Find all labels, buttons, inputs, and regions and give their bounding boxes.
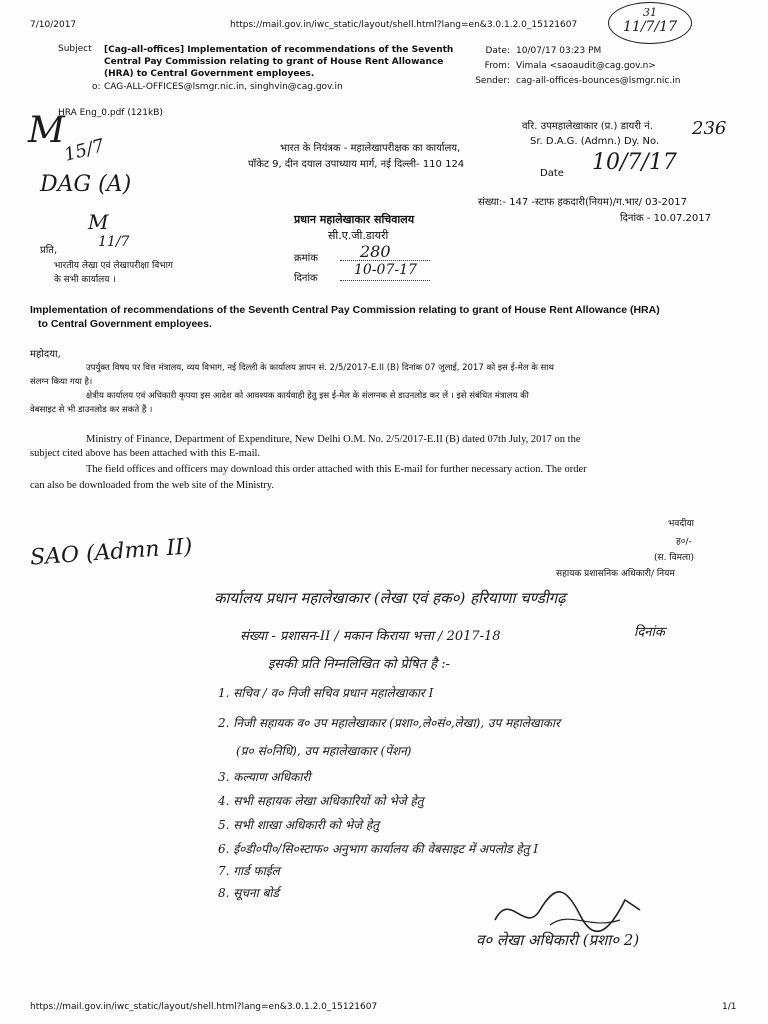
handwritten-date-word: दिनांक	[634, 625, 665, 640]
handwritten-initial: M	[28, 110, 65, 151]
list-item: 7. गार्ड फाईल	[218, 864, 280, 878]
addressee-line1: भारतीय लेखा एवं लेखापरीक्षा विभाग	[54, 261, 174, 271]
letter-subject-line1: Implementation of recommendations of the Seventh Central Pay Commission relating to grant of House Rent Allowance (HRA)	[30, 304, 660, 316]
secretariat-date-line	[340, 280, 430, 281]
handwritten-sig: M	[88, 210, 109, 234]
subject-line-1: [Cag-all-offices] Implementation of recommendations of the Seventh	[104, 45, 454, 55]
email-to: CAG-ALL-OFFICES@lsmgr.nic.in, singhvin@cag.gov.in	[104, 82, 343, 92]
date-label: Date:	[485, 46, 510, 56]
handwritten-note: 15/7	[61, 135, 107, 166]
to-label: o:	[92, 82, 101, 92]
from-label: From:	[484, 61, 510, 71]
diary-stamp-line2: Sr. D.A.G. (Admn.) Dy. No.	[530, 136, 660, 147]
email-date: 10/07/17 03:23 PM	[516, 46, 602, 56]
secretariat-no-label: क्रमांक	[294, 253, 318, 264]
signatory: (स. विमला)	[654, 553, 694, 563]
letter-subject-line2: to Central Government employees.	[38, 318, 212, 330]
print-date: 7/10/2017	[30, 20, 77, 30]
hindi-para1-line2: संलग्न किया गया है।	[30, 377, 93, 387]
secretariat-no-line	[340, 260, 430, 261]
addressee-line2: के सभी कार्यालय ।	[54, 275, 116, 285]
handwritten-copy-line: इसकी प्रति निम्नलिखित को प्रेषित है :-	[268, 657, 450, 672]
english-para2-line1: The field offices and officers may download this order attached with this E-mail for further necessary action. The order	[86, 464, 587, 475]
email-meta	[470, 44, 680, 89]
email-subject	[104, 44, 453, 80]
email-from: Vimala <saoaudit@cag.gov.n>	[516, 61, 656, 71]
list-item: 2. निजी सहायक व० उप महालेखाकार (प्रशा०,ले०सं०,लेखा), उप महालेखाकार	[218, 716, 561, 730]
signed: ह०/-	[676, 537, 692, 547]
secretariat-stamp-line2: सी.ए.जी.डायरी	[328, 229, 389, 242]
sender-label: Sender:	[475, 76, 510, 86]
list-item: 6. ई०डी०पी०/सि०स्टाफ० अनुभाग कार्यालय की वेबसाइट में अपलोड हेतु I	[218, 842, 539, 856]
to-prefix: प्रति,	[40, 245, 58, 256]
hindi-para1-line1: उपर्युक्त विषय पर वित्त मंत्रालय, व्यय विभाग, नई दिल्ली के कार्यालय ज्ञापन सं. 2/5/2017-E.II (B) दिनांक 07 जुलाई, 2017 को इस ई-मेल के साथ	[86, 363, 554, 373]
ref-date: दिनांक - 10.07.2017	[620, 213, 711, 224]
secretariat-no-value: 280	[360, 242, 391, 261]
list-item: 1. सचिव / व० निजी सचिव प्रधान महालेखाकार I	[218, 686, 434, 700]
ref-number: संख्या:- 147 -स्टाफ हकदारी(नियम)/ग.भार/ 03-2017	[478, 197, 687, 208]
handwritten-office: कार्यालय प्रधान महालेखाकार (लेखा एवं हक०) हरियाणा चण्डीगढ़	[214, 589, 566, 607]
circle-stamp-line2: 11/7/17	[623, 19, 677, 35]
hindi-para2-line2: वेबसाइट से भी डाउनलोड कर सकते हैं ।	[30, 405, 153, 415]
list-item: (प्र० सं०निधि), उप महालेखाकार (पेंशन)	[236, 744, 412, 758]
list-item: 3. कल्याण अधिकारी	[218, 770, 311, 784]
handwritten-dag: DAG (A)	[40, 172, 132, 197]
secretariat-date-value: 10-07-17	[354, 262, 417, 278]
diary-stamp-date-label: Date	[540, 168, 564, 179]
email-sender: cag-all-offices-bounces@lsmgr.nic.in	[516, 76, 681, 86]
print-url: https://mail.gov.in/iwc_static/layout/shell.html?lang=en&3.0.1.2.0_15121607	[230, 20, 578, 30]
secretariat-stamp-line1: प्रधान महालेखाकार सचिवालय	[294, 213, 415, 226]
closing: भवदीया	[668, 519, 694, 529]
diary-stamp-line1: वरि. उपमहालेखाकार (प्र.) डायरी नं.	[522, 121, 653, 132]
designation: सहायक प्रशासनिक अधिकारी/ नियम	[556, 569, 675, 579]
subject-line-3: (HRA) to Central Government employees.	[104, 69, 315, 79]
handwritten-sao: SAO (Admn II)	[29, 534, 194, 571]
circle-stamp	[608, 2, 692, 44]
footer-url: https://mail.gov.in/iwc_static/layout/shell.html?lang=en&3.0.1.2.0_15121607	[30, 1002, 378, 1012]
salutation: महोदया,	[30, 349, 61, 360]
diary-stamp-date: 10/7/17	[592, 150, 677, 175]
signature-title: व० लेखा अधिकारी (प्रशा० 2)	[476, 931, 640, 949]
english-para1-line1: Ministry of Finance, Department of Expenditure, New Delhi O.M. No. 2/5/2017-E.II (B) dated 07th July, 2017 on the	[86, 434, 581, 445]
attachment: HRA Eng_0.pdf (121kB)	[58, 108, 163, 118]
circle-stamp-line1: 31	[643, 6, 657, 19]
handwritten-ref: संख्या - प्रशासन-II / मकान किराया भत्ता / 2017-18	[240, 629, 501, 644]
handwritten-sig-date: 11/7	[98, 234, 130, 250]
list-item: 8. सूचना बोर्ड	[218, 886, 279, 900]
hindi-para2-line1: क्षेत्रीय कार्यालय एवं अधिकारी कृपया इस आदेश को आवश्यक कार्यवाही हेतु इस ई-मेल के संलग्नक से डाउनलोड कर लें । इसे संबंधित मंत्रालय की	[86, 391, 529, 401]
office-line2: पॉकेट 9, दीन दयाल उपाध्याय मार्ग, नई दिल्ली- 110 124	[248, 159, 465, 170]
footer-page: 1/1	[722, 1002, 737, 1012]
subject-line-2: Central Pay Commission relating to grant of House Rent Allowance	[104, 57, 444, 67]
secretariat-date-label: दिनांक	[294, 273, 318, 284]
list-item: 4. सभी सहायक लेखा अधिकारियों को भेजे हेतु	[218, 794, 424, 808]
english-para1-line2: subject cited above has been attached with this E-mail.	[30, 448, 261, 459]
list-item: 5. सभी शाखा अधिकारी को भेजे हेतु	[218, 818, 380, 832]
subject-label: Subject	[58, 44, 92, 54]
english-para2-line2: can also be downloaded from the web site of the Ministry.	[30, 480, 274, 491]
office-line1: भारत के नियंत्रक - महालेखापरीक्षक का कार्यालय,	[280, 143, 461, 154]
diary-stamp-number: 236	[692, 118, 727, 139]
